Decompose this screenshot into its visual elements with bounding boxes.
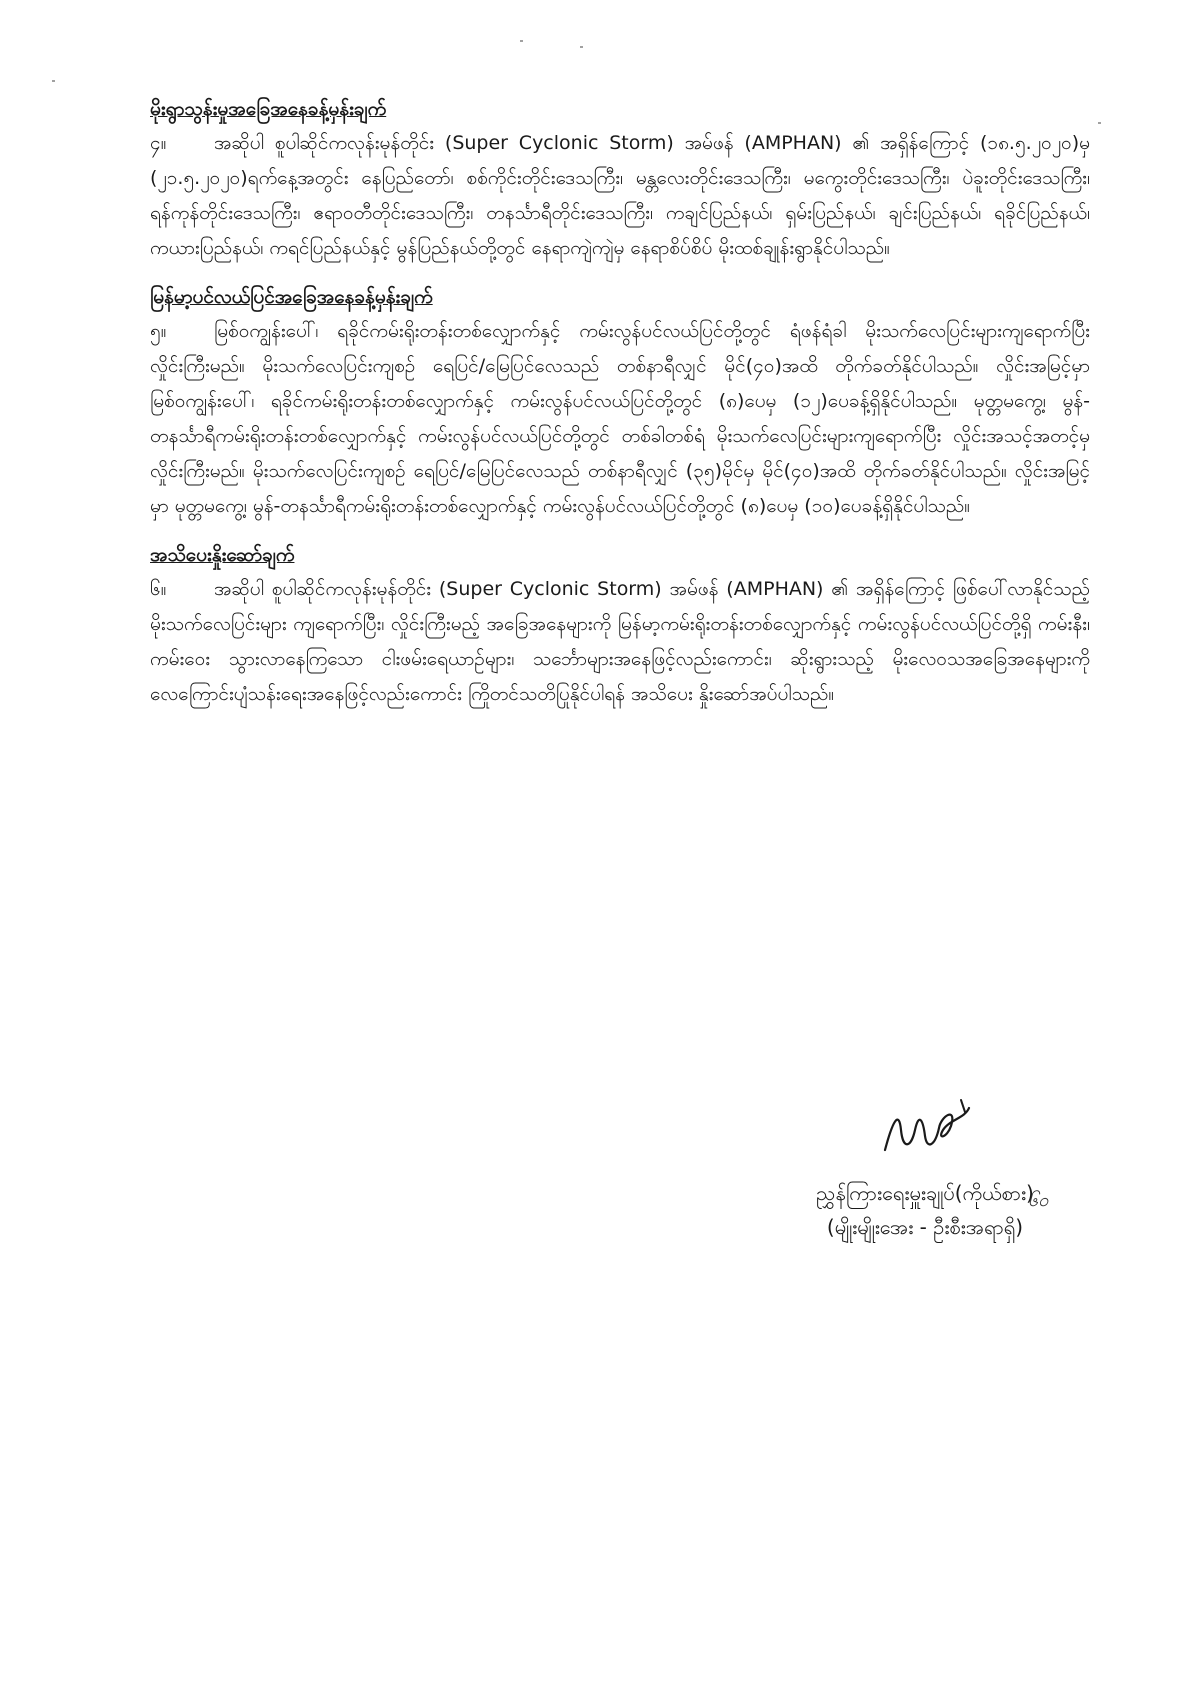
- signatory-name: (မျိုးမျိုးအေး - ဦးစီးအရာရှိ): [826, 1215, 1024, 1239]
- scan-speck: [1098, 122, 1101, 124]
- document-body: [150, 92, 1090, 726]
- handwritten-initial: ၆၀: [1028, 1190, 1049, 1211]
- paragraph-4: [150, 126, 1090, 266]
- paragraph-text: အဆိုပါ စူပါဆိုင်ကလုန်းမုန်တိုင်း (Super Cyclonic Storm) အမ်ဖန် (AMPHAN) ၏ အရှိန်ကြောင့် (၁၈.၅.၂၀၂၀)မှ (၂၁.၅.၂၀၂၀)ရက်နေ့အတွင်း နေပြည်တော်၊ စစ်ကိုင်းတိုင်းဒေသကြီး၊ မန္တလေးတိုင်းဒေသကြီး၊ မကွေးတိုင်းဒေသကြီး၊ ပဲခူးတိုင်းဒေသကြီး၊ ရန်ကုန်တိုင်းဒေသကြီး၊ ဧရာဝတီတိုင်းဒေသကြီး၊ တနင်္သာရီတိုင်းဒေသကြီး၊ ကချင်ပြည်နယ်၊ ရှမ်းပြည်နယ်၊ ချင်းပြည်နယ်၊ ရခိုင်ပြည်နယ်၊ ကယားပြည်နယ်၊ ကရင်ပြည်နယ်နှင့် မွန်ပြည်နယ်တို့တွင် နေရာကျဲကျဲမှ နေရာစိပ်စိပ် မိုးထစ်ချုန်းရွာနိုင်ပါသည်။: [150, 132, 1090, 259]
- rainfall-forecast-heading: မိုးရွာသွန်းမှုအခြေအနေခန့်မှန်းချက်: [150, 98, 387, 120]
- warning-section: [150, 538, 1090, 712]
- scan-speck: [580, 46, 583, 48]
- scan-speck: [52, 80, 55, 82]
- paragraph-text: အဆိုပါ စူပါဆိုင်ကလုန်းမုန်တိုင်း (Super Cyclonic Storm) အမ်ဖန် (AMPHAN) ၏ အရှိန်ကြောင့် ဖြစ်ပေါ်လာနိုင်သည့် မိုးသက်လေပြင်းများ ကျရောက်ပြီး၊ လှိုင်းကြီးမည့် အခြေအနေများကို မြန်မာ့ကမ်းရိုးတန်းတစ်လျှောက်နှင့် ကမ်းလွန်ပင်လယ်ပြင်တို့ရှိ ကမ်းနီး၊ ကမ်းဝေး သွားလာနေကြသော ငါးဖမ်းရေယာဉ်များ၊ သင်္ဘောများအနေဖြင့်လည်းကောင်း၊ ဆိုးရွားသည့် မိုးလေဝသအခြေအနေများကို လေကြောင်းပျံသန်းရေးအနေဖြင့်လည်းကောင်း ကြိုတင်သတိပြုနိုင်ပါရန် အသိပေး နှိုးဆော်အပ်ပါသည်။: [150, 578, 1090, 705]
- signatory-title: ညွှန်ကြားရေးမှူးချုပ်(ကိုယ်စား): [816, 1181, 1034, 1205]
- paragraph-number: ၆။: [150, 578, 167, 600]
- warning-heading: အသိပေးနှိုးဆော်ချက်: [150, 544, 295, 566]
- handwritten-signature: [865, 1090, 985, 1170]
- paragraph-text: မြစ်ဝကျွန်းပေါ်၊ ရခိုင်ကမ်းရိုးတန်းတစ်လျှောက်နှင့် ကမ်းလွန်ပင်လယ်ပြင်တို့တွင် ရံဖန်ရံခါ မိုးသက်လေပြင်းများကျရောက်ပြီး လှိုင်းကြီးမည်။ မိုးသက်လေပြင်းကျစဉ် ရေပြင်/မြေပြင်လေသည် တစ်နာရီလျှင် မိုင်(၄၀)အထိ တိုက်ခတ်နိုင်ပါသည်။ လှိုင်းအမြင့်မှာ မြစ်ဝကျွန်းပေါ်၊ ရခိုင်ကမ်းရိုးတန်းတစ်လျှောက်နှင့် ကမ်းလွန်ပင်လယ်ပြင်တို့တွင် (၈)ပေမှ (၁၂)ပေခန့်ရှိနိုင်ပါသည်။ မုတ္တမကွေ့၊ မွန်-တနင်္သာရီကမ်းရိုးတန်းတစ်လျှောက်နှင့် ကမ်းလွန်ပင်လယ်ပြင်တို့တွင် တစ်ခါတစ်ရံ မိုးသက်လေပြင်းများကျရောက်ပြီး လှိုင်းအသင့်အတင့်မှ လှိုင်းကြီးမည်။ မိုးသက်လေပြင်းကျစဉ် ရေပြင်/မြေပြင်လေသည် တစ်နာရီလျှင် (၃၅)မိုင်မှ မိုင်(၄၀)အထိ တိုက်ခတ်နိုင်ပါသည်။ လှိုင်းအမြင့်မှာ မုတ္တမကွေ့၊ မွန်-တနင်္သာရီကမ်းရိုးတန်းတစ်လျှောက်နှင့် ကမ်းလွန်ပင်လယ်ပြင်တို့တွင် (၈)ပေမှ (၁၀)ပေခန့်ရှိနိုင်ပါသည်။: [150, 320, 1090, 517]
- paragraph-number: ၅။: [150, 320, 167, 342]
- scan-speck: [520, 40, 523, 42]
- sea-condition-section: [150, 280, 1090, 524]
- paragraph-6: [150, 572, 1090, 712]
- sea-condition-heading: မြန်မာ့ပင်လယ်ပြင်အခြေအနေခန့်မှန်းချက်: [150, 286, 433, 308]
- signature-block: [760, 1090, 1090, 1244]
- paragraph-5: [150, 314, 1090, 524]
- rainfall-forecast-section: [150, 92, 1090, 266]
- paragraph-number: ၄။: [150, 132, 167, 154]
